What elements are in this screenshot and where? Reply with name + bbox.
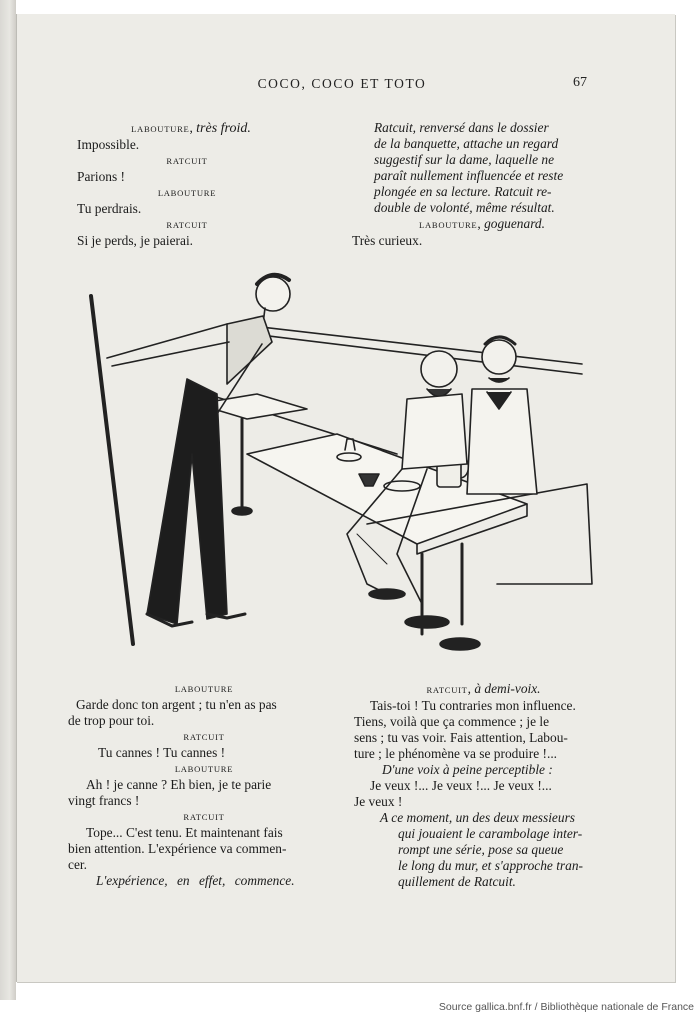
dialogue-line: Impossible. — [77, 137, 140, 152]
source-credit: Source gallica.bnf.fr / Bibliothèque nationale de France — [438, 1001, 694, 1013]
dialogue-top-right — [352, 120, 592, 249]
dialogue-line: Tope... C'est tenu. Et maintenant fais bien attention. L'expérience va commen- cer. — [68, 825, 287, 872]
stage-direction: D'une voix à peine perceptible : — [382, 762, 553, 777]
dialogue-line: Tu perdrais. — [77, 201, 142, 216]
billiard-cafe-illustration — [67, 254, 597, 664]
speaker-cue: RATCUIT — [166, 156, 208, 166]
speaker-cue: LABOUTURE, très froid. — [131, 120, 251, 136]
dialogue-line: Je veux !... Je veux !... Je veux !... Je veux ! — [354, 778, 552, 809]
dialogue-line: Parions ! — [77, 169, 125, 184]
scan-binding-edge — [0, 0, 16, 1000]
page-number: 67 — [573, 75, 587, 90]
stage-direction: L'expérience, en effet, commence. — [96, 873, 295, 888]
stage-direction: A ce moment, un des deux messieurs qui jouaient le carambolage inter- rompt une série, pose sa queue le long du mur, et s'approche tran- quillement de Ratcuit. — [380, 810, 583, 889]
speaker-cue: LABOUTURE — [157, 188, 217, 198]
dialogue-line: Garde donc ton argent ; tu n'en as pas de trop pour toi. — [68, 697, 277, 728]
speaker-cue: RATCUIT, à demi-voix. — [426, 681, 541, 696]
dialogue-bottom-left — [68, 681, 340, 889]
dialogue-top-left — [77, 120, 297, 249]
speaker-cue: RATCUIT — [166, 220, 208, 230]
dialogue-bottom-right — [354, 681, 613, 890]
stage-direction: Ratcuit, renversé dans le dossier de la banquette, attache un regard suggestif sur la dame, laquelle ne paraît nullement influencée et reste plongée en sa lecture. Ratcuit re- double de volonté, même résultat. — [374, 120, 564, 215]
dialogue-line: Tu cannes ! Tu cannes ! — [98, 745, 226, 760]
dialogue-line: Tais-toi ! Tu contraries mon influence. Tiens, voilà que ça commence ; je le sens ; tu vas voir. Fais attention, Labou- ture ; le phénomène va se produire !... — [354, 698, 576, 761]
dialogue-line: Très curieux. — [352, 233, 423, 248]
book-page — [16, 14, 675, 982]
speaker-cue: RATCUIT — [183, 812, 225, 822]
speaker-cue: LABOUTURE — [174, 764, 234, 774]
running-head: COCO, COCO ET TOTO — [257, 76, 427, 91]
dialogue-line: Si je perds, je paierai. — [77, 233, 194, 248]
speaker-cue: LABOUTURE, goguenard. — [419, 216, 545, 231]
speaker-cue: RATCUIT — [183, 732, 225, 742]
dialogue-line: Ah ! je canne ? Eh bien, je te parie vingt francs ! — [68, 777, 272, 808]
speaker-cue: LABOUTURE — [174, 684, 234, 694]
